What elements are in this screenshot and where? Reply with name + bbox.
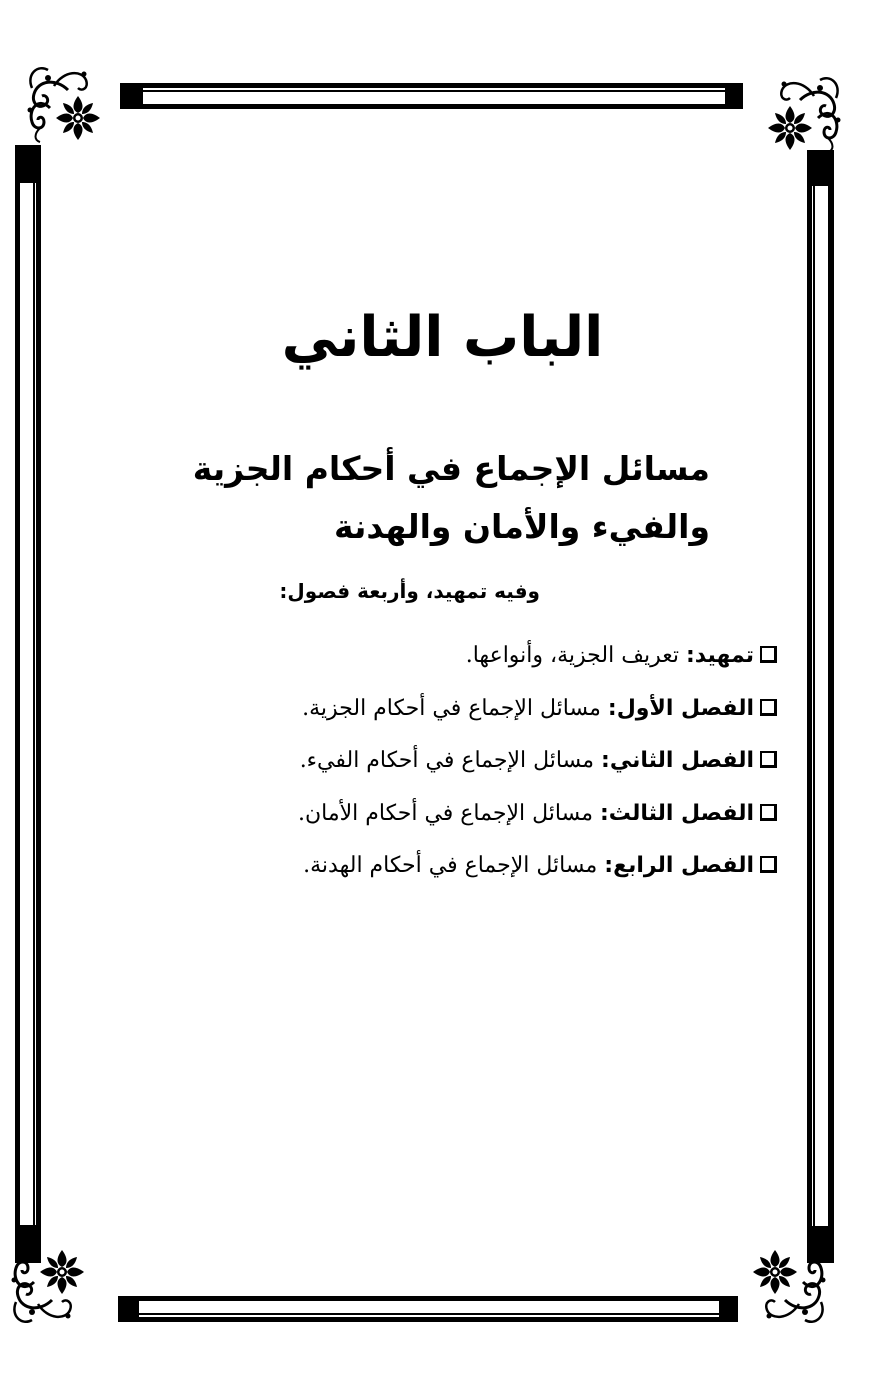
toc-item-text: تعريف الجزية، وأنواعها. [465,643,686,668]
toc-item-text: مسائل الإجماع في أحكام الفيء. [299,748,602,773]
square-box-icon [760,804,777,821]
chapter-intro: وفيه تمهيد، وأربعة فصول: [279,579,540,603]
square-box-icon [760,856,777,873]
chapter-subtitle: مسائل الإجماع في أحكام الجزية والفيء والأمان والهدنة [192,449,710,546]
toc-item-label: الفصل الثالث: [600,800,754,826]
toc-item-label: تمهيد: [685,643,754,668]
toc-item-text: مسائل الإجماع في أحكام الجزية. [302,695,608,721]
toc-item [257,842,777,895]
square-box-icon [760,751,777,768]
toc-item-label: الفصل الأول: [607,695,754,721]
square-box-icon [760,646,777,663]
toc-item-label: الفصل الثاني: [601,748,754,773]
toc-item-label: الفصل الرابع: [604,853,754,878]
toc-item [257,790,777,843]
square-box-icon [760,699,777,716]
toc-item-text: مسائل الإجماع في أحكام الهدنة. [303,853,605,878]
toc-item [257,632,777,685]
toc-item-text: مسائل الإجماع في أحكام الأمان. [297,800,600,826]
toc-item [257,685,777,738]
chapter-title: الباب الثاني [281,305,604,370]
table-of-contents [257,632,777,895]
toc-item [257,737,777,790]
